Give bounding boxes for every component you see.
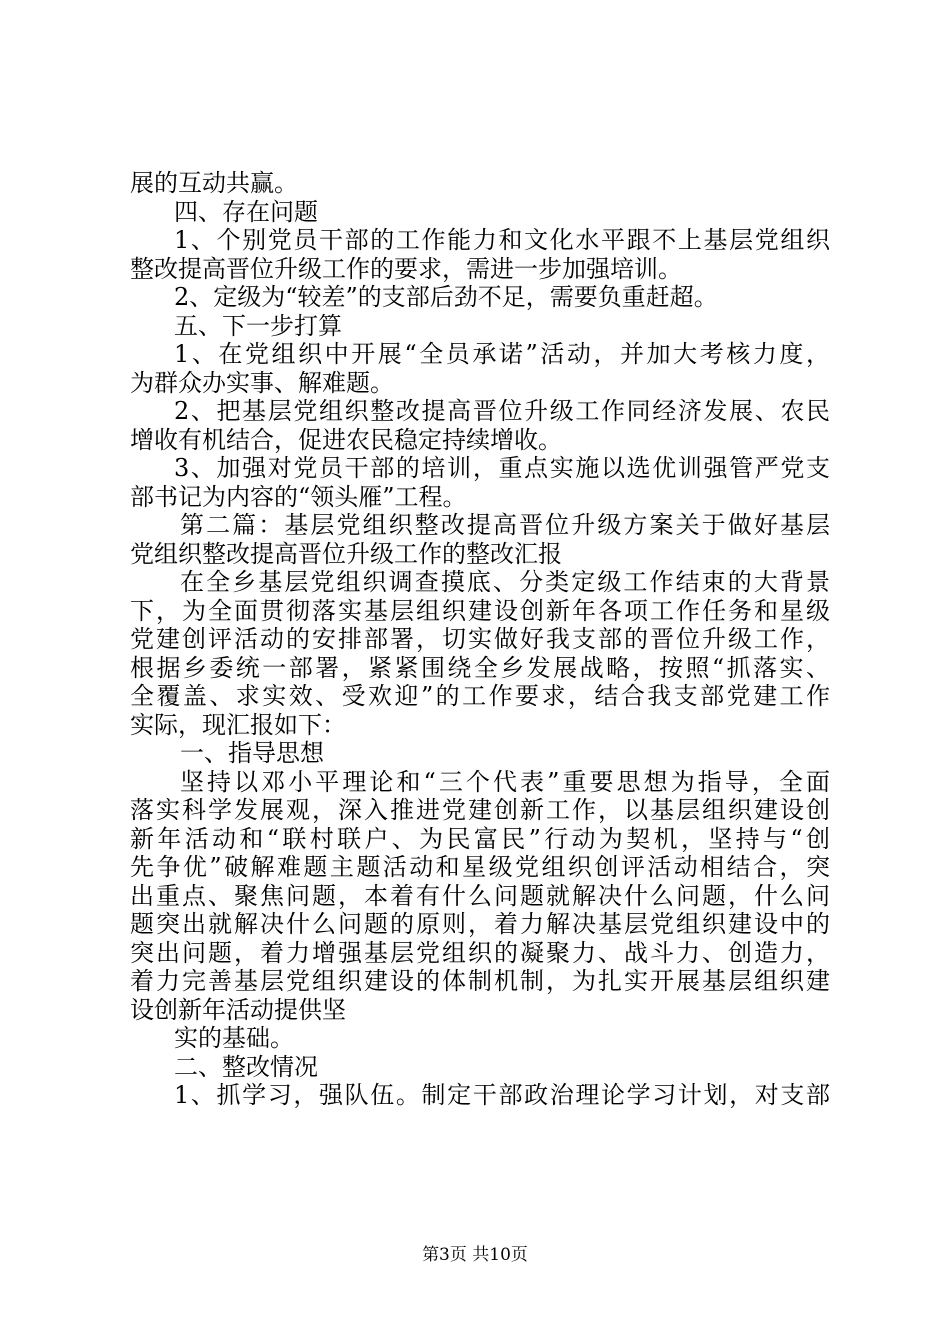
text-line: 突出问题，着力增强基层党组织的凝聚力、战斗力、创造力， (130, 938, 830, 967)
text-line: 先争优”破解难题主题活动和星级党组织创评活动相结合，突 (130, 853, 830, 881)
text-line: 2、定级为“较差”的支部后劲不足，需要负重赶超。 (174, 283, 718, 311)
page-footer (0, 1244, 950, 1266)
text-line: 一、指导思想 (180, 739, 324, 767)
text-line: 党建创评活动的安排部署，切实做好我支部的晋位升级工作， (130, 625, 830, 653)
text-line: 下，为全面贯彻落实基层组织建设创新年各项工作任务和星级 (130, 596, 830, 625)
text-line: 设创新年活动提供坚 (130, 995, 346, 1024)
document-body (130, 169, 830, 1110)
text-line: 根据乡委统一部署，紧紧围绕全乡发展战略，按照“抓落实、 (130, 653, 830, 682)
text-line: 四、存在问题 (174, 197, 318, 226)
text-line: 题突出就解决什么问题的原则，着力解决基层党组织建设中的 (130, 910, 830, 938)
text-line: 实的基础。 (174, 1024, 294, 1052)
text-line: 整改提高晋位升级工作的要求，需进一步加强培训。 (130, 254, 682, 283)
text-line: 五、下一步打算 (174, 311, 342, 340)
text-line: 实际，现汇报如下： (130, 710, 346, 739)
text-line: 3、加强对党员干部的培训，重点实施以选优训强管严党支 (174, 454, 830, 482)
text-line: 出重点、聚焦问题，本着有什么问题就解决什么问题，什么问 (130, 881, 830, 910)
text-line: 展的互动共赢。 (130, 169, 298, 197)
text-line: 第二篇：基层党组织整改提高晋位升级方案关于做好基层 (180, 511, 830, 539)
text-line: 增收有机结合，促进农民稳定持续增收。 (130, 425, 562, 454)
text-line: 落实科学发展观，深入推进党建创新工作，以基层组织建设创 (130, 796, 830, 824)
text-line: 全覆盖、求实效、受欢迎”的工作要求，结合我支部党建工作 (130, 682, 830, 710)
text-line: 着力完善基层党组织建设的体制机制，为扎实开展基层组织建 (130, 967, 830, 995)
text-line: 二、整改情况 (174, 1052, 318, 1081)
text-line: 党组织整改提高晋位升级工作的整改汇报 (130, 539, 562, 568)
text-line: 2、把基层党组织整改提高晋位升级工作同经济发展、农民 (174, 397, 830, 425)
text-line: 1、个别党员干部的工作能力和文化水平跟不上基层党组织 (174, 226, 830, 254)
text-line: 1、抓学习，强队伍。制定干部政治理论学习计划，对支部 (174, 1081, 830, 1109)
text-line: 坚持以邓小平理论和“三个代表”重要思想为指导，全面 (180, 767, 830, 796)
text-line: 1、在党组织中开展“全员承诺”活动，并加大考核力度， (174, 340, 830, 368)
page-number: 第3页 共10页 (422, 1245, 528, 1265)
text-line: 在全乡基层党组织调查摸底、分类定级工作结束的大背景 (180, 568, 830, 596)
text-line: 为群众办实事、解难题。 (130, 368, 394, 397)
text-line: 部书记为内容的“领头雁”工程。 (130, 482, 467, 511)
text-line: 新年活动和“联村联户、为民富民”行动为契机，坚持与“创 (130, 824, 830, 853)
